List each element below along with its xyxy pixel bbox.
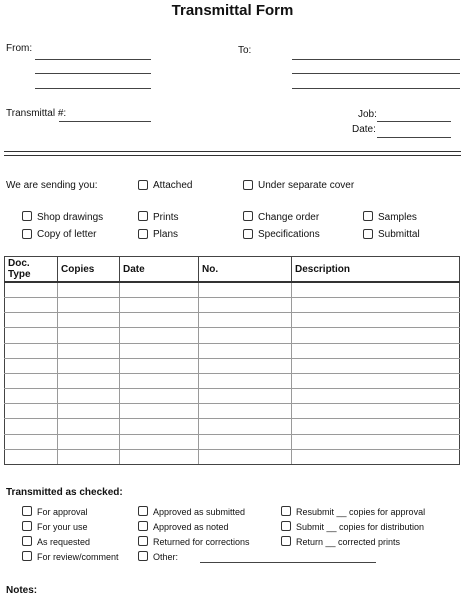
table-header-row <box>5 257 460 283</box>
as-requested-checkbox[interactable] <box>22 536 32 546</box>
table-cell[interactable] <box>120 298 199 313</box>
table-row <box>5 298 460 313</box>
table-cell[interactable] <box>292 313 460 328</box>
section-divider <box>4 151 461 156</box>
separate-cover-checkbox[interactable] <box>243 180 253 190</box>
table-cell[interactable] <box>199 298 292 313</box>
job-label: Job: <box>358 109 377 120</box>
table-cell[interactable] <box>120 449 199 464</box>
return-prints-checkbox[interactable] <box>281 536 291 546</box>
table-cell[interactable] <box>5 358 58 373</box>
from-line-1[interactable] <box>35 59 151 60</box>
date-label: Date: <box>352 124 376 135</box>
table-cell[interactable] <box>199 373 292 388</box>
table-cell[interactable] <box>292 373 460 388</box>
prints-label: Prints <box>153 212 179 223</box>
to-line-3[interactable] <box>292 88 460 89</box>
from-line-2[interactable] <box>35 73 151 74</box>
table-cell[interactable] <box>292 404 460 419</box>
resubmit-checkbox[interactable] <box>281 506 291 516</box>
to-line-1[interactable] <box>292 59 460 60</box>
table-cell[interactable] <box>120 282 199 298</box>
attached-checkbox[interactable] <box>138 180 148 190</box>
table-cell[interactable] <box>199 389 292 404</box>
table-row <box>5 419 460 434</box>
table-cell[interactable] <box>58 282 120 298</box>
transmittal-number-label: Transmittal #: <box>6 108 67 119</box>
table-cell[interactable] <box>292 282 460 298</box>
other-field[interactable] <box>200 562 376 563</box>
table-row <box>5 404 460 419</box>
table-cell[interactable] <box>58 373 120 388</box>
plans-checkbox[interactable] <box>138 229 148 239</box>
table-cell[interactable] <box>5 313 58 328</box>
table-cell[interactable] <box>199 404 292 419</box>
table-cell[interactable] <box>58 434 120 449</box>
prints-checkbox[interactable] <box>138 211 148 221</box>
table-cell[interactable] <box>120 434 199 449</box>
approved-noted-checkbox[interactable] <box>138 521 148 531</box>
table-cell[interactable] <box>58 298 120 313</box>
as-requested-label: As requested <box>37 537 91 547</box>
table-cell[interactable] <box>120 404 199 419</box>
other-label: Other: <box>153 552 179 562</box>
separate-cover-label: Under separate cover <box>258 180 355 191</box>
approved-noted-label: Approved as noted <box>153 522 229 532</box>
table-cell[interactable] <box>120 358 199 373</box>
column-header: Doc. Type <box>5 257 58 283</box>
table-cell[interactable] <box>292 449 460 464</box>
table-cell[interactable] <box>58 313 120 328</box>
for-your-use-label: For your use <box>37 522 88 532</box>
table-cell[interactable] <box>5 373 58 388</box>
returned-corrections-checkbox[interactable] <box>138 536 148 546</box>
for-review-label: For review/comment <box>37 552 119 562</box>
table-cell[interactable] <box>199 434 292 449</box>
table-cell[interactable] <box>120 328 199 343</box>
column-header: Date <box>120 257 199 283</box>
table-row <box>5 434 460 449</box>
table-cell[interactable] <box>199 343 292 358</box>
submit-checkbox[interactable] <box>281 521 291 531</box>
job-field[interactable] <box>377 121 451 122</box>
table-cell[interactable] <box>5 298 58 313</box>
table-row <box>5 328 460 343</box>
column-header: Description <box>292 257 460 283</box>
copy-of-letter-checkbox[interactable] <box>22 229 32 239</box>
change-order-checkbox[interactable] <box>243 211 253 221</box>
table-cell[interactable] <box>199 358 292 373</box>
change-order-label: Change order <box>258 212 320 223</box>
table-cell[interactable] <box>5 282 58 298</box>
table-row <box>5 313 460 328</box>
form-title: Transmittal Form <box>171 2 294 19</box>
table-cell[interactable] <box>58 419 120 434</box>
submittal-label: Submittal <box>378 229 420 240</box>
copy-of-letter-label: Copy of letter <box>37 229 97 240</box>
for-approval-label: For approval <box>37 507 88 517</box>
table-row <box>5 358 460 373</box>
samples-checkbox[interactable] <box>363 211 373 221</box>
table-cell[interactable] <box>5 404 58 419</box>
column-header: Copies <box>58 257 120 283</box>
table-cell[interactable] <box>58 389 120 404</box>
resubmit-label: Resubmit __ copies for approval <box>296 507 426 517</box>
plans-label: Plans <box>153 229 179 240</box>
shop-drawings-checkbox[interactable] <box>22 211 32 221</box>
items-table <box>4 256 460 465</box>
table-cell[interactable] <box>292 343 460 358</box>
table-cell[interactable] <box>58 404 120 419</box>
table-cell[interactable] <box>5 389 58 404</box>
from-line-3[interactable] <box>35 88 151 89</box>
table-cell[interactable] <box>199 449 292 464</box>
table-cell[interactable] <box>292 298 460 313</box>
table-cell[interactable] <box>58 343 120 358</box>
table-cell[interactable] <box>292 389 460 404</box>
approved-submitted-label: Approved as submitted <box>153 507 246 517</box>
to-label: To: <box>238 45 252 56</box>
approved-submitted-checkbox[interactable] <box>138 506 148 516</box>
specifications-checkbox[interactable] <box>243 229 253 239</box>
table-cell[interactable] <box>199 419 292 434</box>
table-cell[interactable] <box>292 434 460 449</box>
table-cell[interactable] <box>120 389 199 404</box>
for-your-use-checkbox[interactable] <box>22 521 32 531</box>
to-line-2[interactable] <box>292 73 460 74</box>
specifications-label: Specifications <box>258 229 320 240</box>
notes-label: Notes: <box>6 585 38 596</box>
table-cell[interactable] <box>120 373 199 388</box>
sending-label: We are sending you: <box>6 180 98 191</box>
column-header: No. <box>199 257 292 283</box>
table-cell[interactable] <box>292 419 460 434</box>
table-row <box>5 389 460 404</box>
samples-label: Samples <box>378 212 417 223</box>
table-cell[interactable] <box>199 313 292 328</box>
table-cell[interactable] <box>199 328 292 343</box>
attached-label: Attached <box>153 180 193 191</box>
table-cell[interactable] <box>58 449 120 464</box>
other-checkbox[interactable] <box>138 551 148 561</box>
date-field[interactable] <box>377 137 451 138</box>
return-prints-label: Return __ corrected prints <box>296 537 401 547</box>
table-cell[interactable] <box>5 328 58 343</box>
table-row <box>5 373 460 388</box>
table-cell[interactable] <box>292 358 460 373</box>
transmittal-number-field[interactable] <box>59 121 151 122</box>
submittal-checkbox[interactable] <box>363 229 373 239</box>
returned-corrections-label: Returned for corrections <box>153 537 250 547</box>
table-cell[interactable] <box>120 313 199 328</box>
table-cell[interactable] <box>5 419 58 434</box>
for-approval-checkbox[interactable] <box>22 506 32 516</box>
table-cell[interactable] <box>5 449 58 464</box>
table-cell[interactable] <box>292 328 460 343</box>
table-cell[interactable] <box>120 419 199 434</box>
table-cell[interactable] <box>5 343 58 358</box>
table-row <box>5 343 460 358</box>
table-cell[interactable] <box>5 434 58 449</box>
table-cell[interactable] <box>199 282 292 298</box>
table-row <box>5 449 460 464</box>
table-row <box>5 282 460 298</box>
shop-drawings-label: Shop drawings <box>37 212 104 223</box>
from-label: From: <box>6 43 33 54</box>
for-review-checkbox[interactable] <box>22 551 32 561</box>
table-cell[interactable] <box>58 358 120 373</box>
transmitted-heading: Transmitted as checked: <box>6 487 123 498</box>
table-cell[interactable] <box>120 343 199 358</box>
table-body <box>5 282 460 465</box>
table-cell[interactable] <box>58 328 120 343</box>
submit-label: Submit __ copies for distribution <box>296 522 425 532</box>
